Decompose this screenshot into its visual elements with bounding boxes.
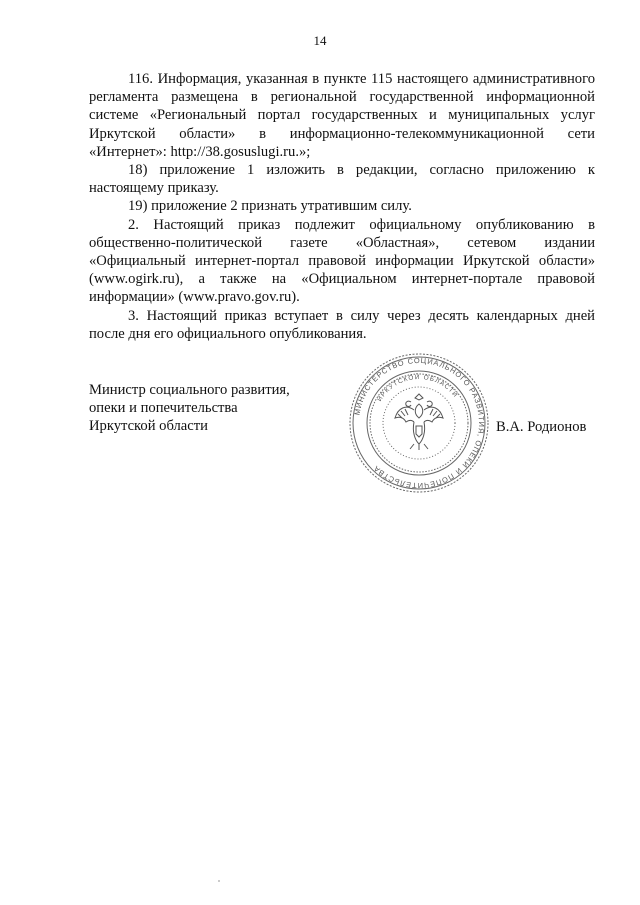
official-seal [348, 352, 490, 494]
scan-artifact-dot [218, 880, 220, 882]
seal-outer-text: МИНИСТЕРСТВО СОЦИАЛЬНОГО РАЗВИТИЯ, ОПЕКИ И ПОПЕЧИТЕЛЬСТВА [352, 355, 487, 491]
signatory-position-line: Иркутской области [89, 418, 208, 435]
eagle-emblem-icon [395, 394, 443, 450]
paragraph-item-19: 19) приложение 2 признать утратившим силу. [128, 198, 412, 215]
signatory-position [89, 381, 329, 436]
signatory-position-line: Министр социального развития, [89, 382, 290, 398]
seal-inner-text: ИРКУТСКОЙ ОБЛАСТИ [376, 373, 460, 403]
paragraph-point-2: 2. Настоящий приказ подлежит официальному опубликованию в общественно-политической газете «Областная», сетевом издании «Официальный интернет-портал правовой информации Иркутской области» (www.ogirk.ru), а также на «Официальном интернет-портале правовой информации» (www.pravo.gov.ru). [89, 216, 595, 306]
signatory-name: В.А. Родионов [496, 419, 587, 435]
signatory-position-line: опеки и попечительства [89, 400, 238, 417]
page-number: 14 [313, 33, 327, 48]
paragraph-point-3: 3. Настоящий приказ вступает в силу через десять календарных дней после дня его официального опубликования. [89, 307, 595, 342]
paragraph-item-116: 116. Информация, указанная в пункте 115 настоящего административного регламента размещена в региональной государственной информационной системе «Региональный портал государственных и муниципальных услуг Иркутской области» в информационно-телекоммуникационной сети «Интернет»: http://38.gosuslugi.ru.»; [89, 71, 595, 160]
seal-stamp-icon [348, 352, 490, 494]
document-body [89, 70, 595, 343]
paragraph-item-18: 18) приложение 1 изложить в редакции, согласно приложению к настоящему приказу. [89, 162, 595, 197]
